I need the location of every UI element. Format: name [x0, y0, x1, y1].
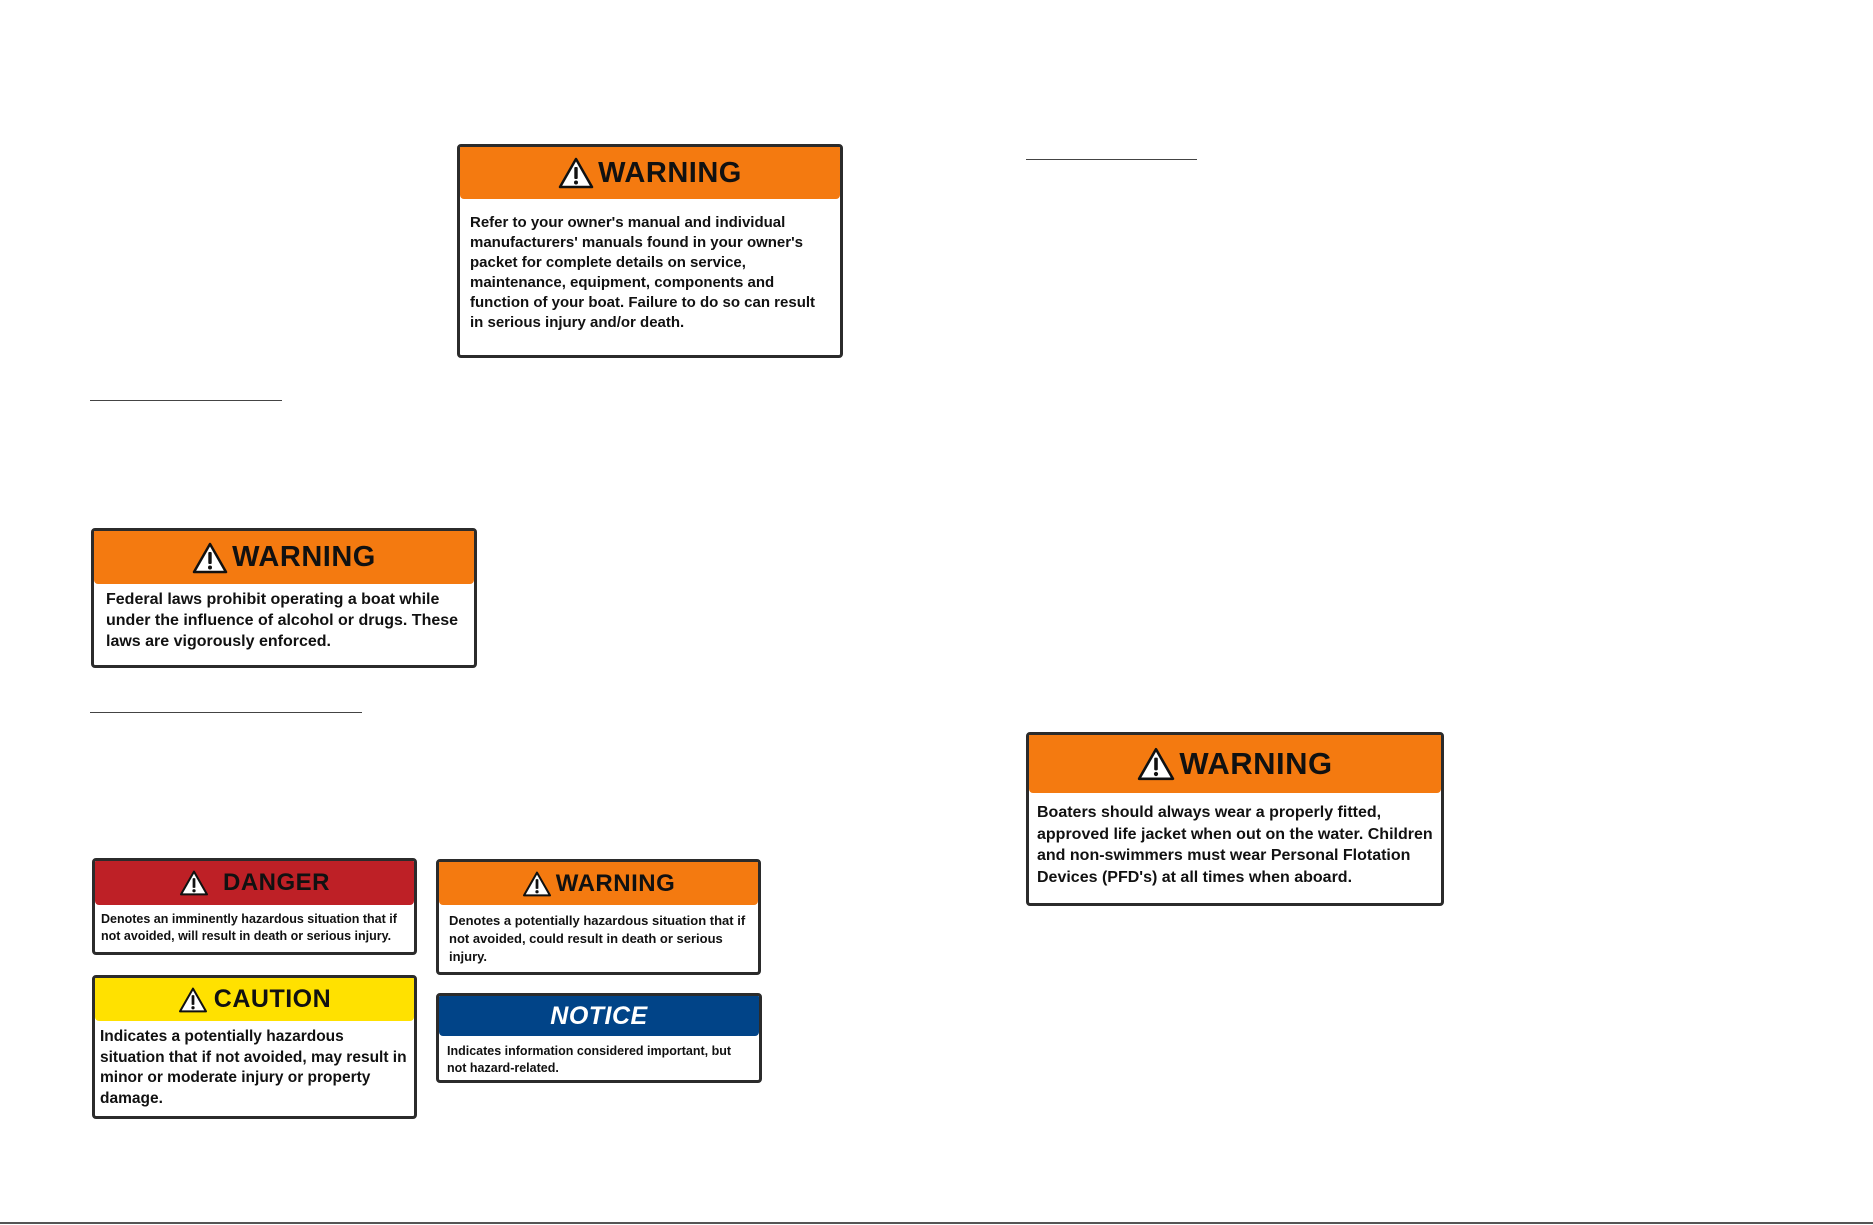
- warning-header: [439, 862, 758, 905]
- notice-body-text: Indicates information considered important, but not hazard-related.: [447, 1044, 732, 1075]
- warning-header-text: WARNING: [1179, 746, 1333, 781]
- warning-body-text: Refer to your owner's manual and individual manufacturers' manuals found in your owner's packet for complete details on service, maintenance, equipment, components and function of your boat. Failure to do so can result in serious injury and/or death.: [470, 214, 816, 331]
- warning-triangle-icon: [558, 157, 594, 189]
- warning-label-manual: [457, 144, 843, 358]
- caution-header: [95, 978, 414, 1021]
- notice-header-text: NOTICE: [550, 1001, 648, 1030]
- notice-header: [439, 996, 759, 1036]
- page-bottom-edge: [0, 1222, 1873, 1224]
- section-heading-rule: [90, 400, 282, 401]
- warning-label-definition: [436, 859, 761, 975]
- caution-body-text: Indicates a potentially hazardous situation that if not avoided, may result in minor or moderate injury or property damage.: [100, 1028, 407, 1107]
- warning-header-text: WARNING: [555, 869, 676, 897]
- warning-triangle-icon: [179, 870, 209, 896]
- caution-label: [92, 975, 417, 1119]
- warning-header-text: WARNING: [598, 156, 742, 189]
- danger-body-text: Denotes an imminently hazardous situation that if not avoided, will result in death or serious injury.: [101, 912, 397, 943]
- warning-triangle-icon: [522, 871, 552, 897]
- danger-header: [95, 861, 414, 905]
- danger-header-text: DANGER: [222, 869, 330, 896]
- warning-header-text: WARNING: [232, 541, 376, 573]
- warning-label-lifejacket: [1026, 732, 1444, 906]
- warning-body-text: Federal laws prohibit operating a boat while under the influence of alcohol or drugs. These laws are vigorously enforced.: [106, 591, 459, 650]
- warning-triangle-icon: [1137, 747, 1175, 781]
- caution-header-text: CAUTION: [213, 985, 332, 1013]
- warning-body-text: Denotes a potentially hazardous situation that if not avoided, could result in death or serious injury.: [449, 913, 746, 964]
- warning-header: [460, 147, 840, 199]
- warning-header: [1029, 735, 1441, 793]
- section-heading-rule: [90, 712, 362, 713]
- warning-label-alcohol: [91, 528, 477, 668]
- warning-body-text: Boaters should always wear a properly fitted, approved life jacket when out on the water. Children and non-swimmers must wear Personal Flotation Devices (PFD's) at all times when aboard.: [1037, 804, 1433, 886]
- warning-triangle-icon: [192, 542, 228, 574]
- danger-label: [92, 858, 417, 955]
- section-heading-rule: [1026, 159, 1197, 160]
- warning-triangle-icon: [178, 987, 208, 1013]
- notice-label: [436, 993, 762, 1083]
- warning-header: [94, 531, 474, 584]
